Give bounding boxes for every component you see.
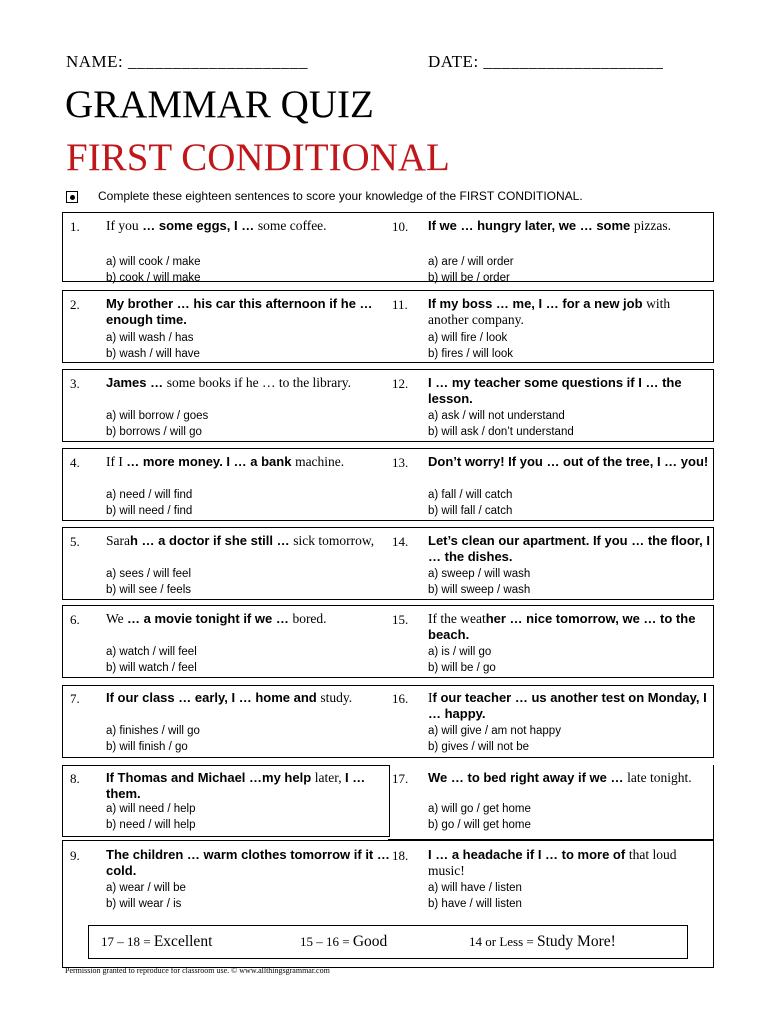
option-b[interactable]: b) will need / find xyxy=(106,505,193,517)
score-study-more: 14 or Less = Study More! xyxy=(469,933,616,950)
stem-segment: later, xyxy=(314,770,345,785)
score-good: 15 – 16 = Good xyxy=(300,933,388,950)
stem-segment: The children … warm clothes tomorrow if it …cold. xyxy=(106,847,390,878)
option-a[interactable]: a) watch / will feel xyxy=(106,646,197,658)
question-number: 6. xyxy=(70,612,80,627)
date-field[interactable]: DATE: ____________________ xyxy=(428,52,664,71)
option-a[interactable]: a) will borrow / goes xyxy=(106,410,209,422)
stem-segment: If I xyxy=(106,454,127,469)
question-number: 11. xyxy=(392,297,408,312)
option-a[interactable]: a) will fire / look xyxy=(428,332,508,344)
question-number: 2. xyxy=(70,297,80,312)
option-a[interactable]: a) are / will order xyxy=(428,256,514,268)
footer-permission: Permission granted to reproduce for classroom use. © www.allthingsgrammar.com xyxy=(65,966,330,975)
question-stem xyxy=(428,611,713,643)
question-stem xyxy=(106,375,391,391)
option-b[interactable]: b) have / will listen xyxy=(428,898,522,910)
option-b[interactable]: b) need / will help xyxy=(106,819,196,831)
option-a[interactable]: a) sweep / will wash xyxy=(428,568,531,580)
option-b[interactable]: b) borrows / will go xyxy=(106,426,202,438)
stem-segment: If we … hungry later, we … some xyxy=(428,218,634,233)
question-stem xyxy=(428,770,713,786)
scoring-box xyxy=(88,925,688,959)
option-a[interactable]: a) ask / will not understand xyxy=(428,410,565,422)
option-b[interactable]: b) will be / go xyxy=(428,662,496,674)
stem-segment: her … nice tomorrow, we … to the beach. xyxy=(428,611,696,642)
option-b[interactable]: b) fires / will look xyxy=(428,348,513,360)
option-b[interactable]: b) will finish / go xyxy=(106,741,188,753)
stem-segment: I … them. xyxy=(106,770,366,801)
stem-segment: … some eggs, I … xyxy=(138,218,258,233)
option-a[interactable]: a) will have / listen xyxy=(428,882,522,894)
stem-segment: Don’t worry! If you … out of the tree, I … you! xyxy=(428,454,709,469)
option-a[interactable]: a) will wash / has xyxy=(106,332,194,344)
option-a[interactable]: a) is / will go xyxy=(428,646,492,658)
page-title: GRAMMAR QUIZ xyxy=(65,83,374,126)
name-field[interactable]: NAME: ____________________ xyxy=(66,52,309,71)
stem-segment: James … xyxy=(106,375,167,390)
stem-segment: I … my teacher some questions if I … the lesson. xyxy=(428,375,682,406)
question-number: 15. xyxy=(392,612,409,627)
question-number: 5. xyxy=(70,534,80,549)
stem-segment: My brother … his car this afternoon if he … enough time. xyxy=(106,296,373,327)
option-b[interactable]: b) will wear / is xyxy=(106,898,182,910)
question-number: 16. xyxy=(392,691,409,706)
option-a[interactable]: a) will need / help xyxy=(106,803,196,815)
question-stem xyxy=(428,690,713,722)
option-b[interactable]: b) gives / will not be xyxy=(428,741,529,753)
option-a[interactable]: a) sees / will feel xyxy=(106,568,192,580)
stem-segment: I xyxy=(428,690,433,705)
stem-segment: If my boss … me, I … for a new job xyxy=(428,296,647,311)
option-b[interactable]: b) wash / will have xyxy=(106,348,200,360)
question-number: 8. xyxy=(70,771,80,786)
stem-segment: with another company. xyxy=(428,296,671,327)
stem-segment: I … a headache if I … to more of xyxy=(428,847,629,862)
option-b[interactable]: b) will ask / don’t understand xyxy=(428,426,574,438)
question-number: 18. xyxy=(392,848,409,863)
stem-segment: We … to bed right away if we … xyxy=(428,770,628,785)
option-a[interactable]: a) will cook / make xyxy=(106,256,201,268)
option-b[interactable]: b) will be / order xyxy=(428,272,510,284)
option-b[interactable]: b) go / will get home xyxy=(428,819,531,831)
question-stem xyxy=(106,770,391,802)
instructions: Complete these eighteen sentences to score your knowledge of the FIRST CONDITIONAL. xyxy=(98,189,583,203)
question-number: 9. xyxy=(70,848,80,863)
option-b[interactable]: b) cook / will make xyxy=(106,272,201,284)
question-number: 4. xyxy=(70,455,80,470)
stem-segment: If you xyxy=(106,218,139,233)
option-a[interactable]: a) will go / get home xyxy=(428,803,531,815)
stem-segment: study. xyxy=(320,690,353,705)
option-b[interactable]: b) will watch / feel xyxy=(106,662,197,674)
stem-segment: Let’s clean our apartment. If you … the floor, I … the dishes. xyxy=(428,533,710,564)
stem-segment: that loud music! xyxy=(428,847,677,878)
question-number: 3. xyxy=(70,376,80,391)
question-number: 14. xyxy=(392,534,409,549)
question-stem xyxy=(428,847,713,879)
stem-segment: If the weat xyxy=(428,611,486,626)
option-a[interactable]: a) will give / am not happy xyxy=(428,725,561,737)
question-number: 13. xyxy=(392,455,409,470)
question-number: 12. xyxy=(392,376,409,391)
question-stem xyxy=(106,218,391,234)
stem-segment: Sara xyxy=(106,533,130,548)
stem-segment: If our class … early, I … home and xyxy=(106,690,321,705)
option-b[interactable]: b) will sweep / wash xyxy=(428,584,531,596)
question-stem xyxy=(106,690,391,706)
question-number: 17. xyxy=(392,771,409,786)
question-number: 7. xyxy=(70,691,80,706)
stem-segment: late tonight. xyxy=(627,770,692,785)
option-a[interactable]: a) fall / will catch xyxy=(428,489,513,501)
question-stem xyxy=(106,454,391,470)
question-stem xyxy=(428,296,713,328)
option-a[interactable]: a) finishes / will go xyxy=(106,725,200,737)
stem-segment: … more money. I … a bank xyxy=(126,454,296,469)
stem-segment: … a movie tonight if we … xyxy=(127,611,293,626)
page-subtitle: FIRST CONDITIONAL xyxy=(66,136,450,179)
stem-segment: pizzas. xyxy=(633,218,671,233)
option-a[interactable]: a) wear / will be xyxy=(106,882,186,894)
question-stem xyxy=(106,847,391,879)
stem-segment: f our teacher … us another test on Monday, I … happy. xyxy=(428,690,707,721)
question-stem xyxy=(428,218,713,234)
question-number: 1. xyxy=(70,219,80,234)
question-number: 10. xyxy=(392,219,409,234)
radio-bullet-icon xyxy=(66,191,78,203)
stem-segment: sick tomorrow, xyxy=(293,533,375,548)
question-stem xyxy=(428,375,713,407)
question-stem xyxy=(106,296,391,328)
option-b[interactable]: b) will see / feels xyxy=(106,584,192,596)
stem-segment: some books if he … to the library. xyxy=(166,375,352,390)
option-a[interactable]: a) need / will find xyxy=(106,489,193,501)
stem-segment: bored. xyxy=(292,611,327,626)
question-stem xyxy=(106,533,391,549)
option-b[interactable]: b) will fall / catch xyxy=(428,505,513,517)
score-excellent: 17 – 18 = Excellent xyxy=(101,933,213,950)
bullet-dot-icon xyxy=(70,195,75,200)
stem-segment: machine. xyxy=(295,454,345,469)
stem-segment: If Thomas and Michael …my help xyxy=(106,770,315,785)
stem-segment: h … a doctor if she still … xyxy=(130,533,294,548)
stem-segment: We xyxy=(106,611,128,626)
question-stem xyxy=(428,533,713,565)
question-stem xyxy=(428,454,713,470)
question-stem xyxy=(106,611,391,627)
stem-segment: some coffee. xyxy=(257,218,327,233)
